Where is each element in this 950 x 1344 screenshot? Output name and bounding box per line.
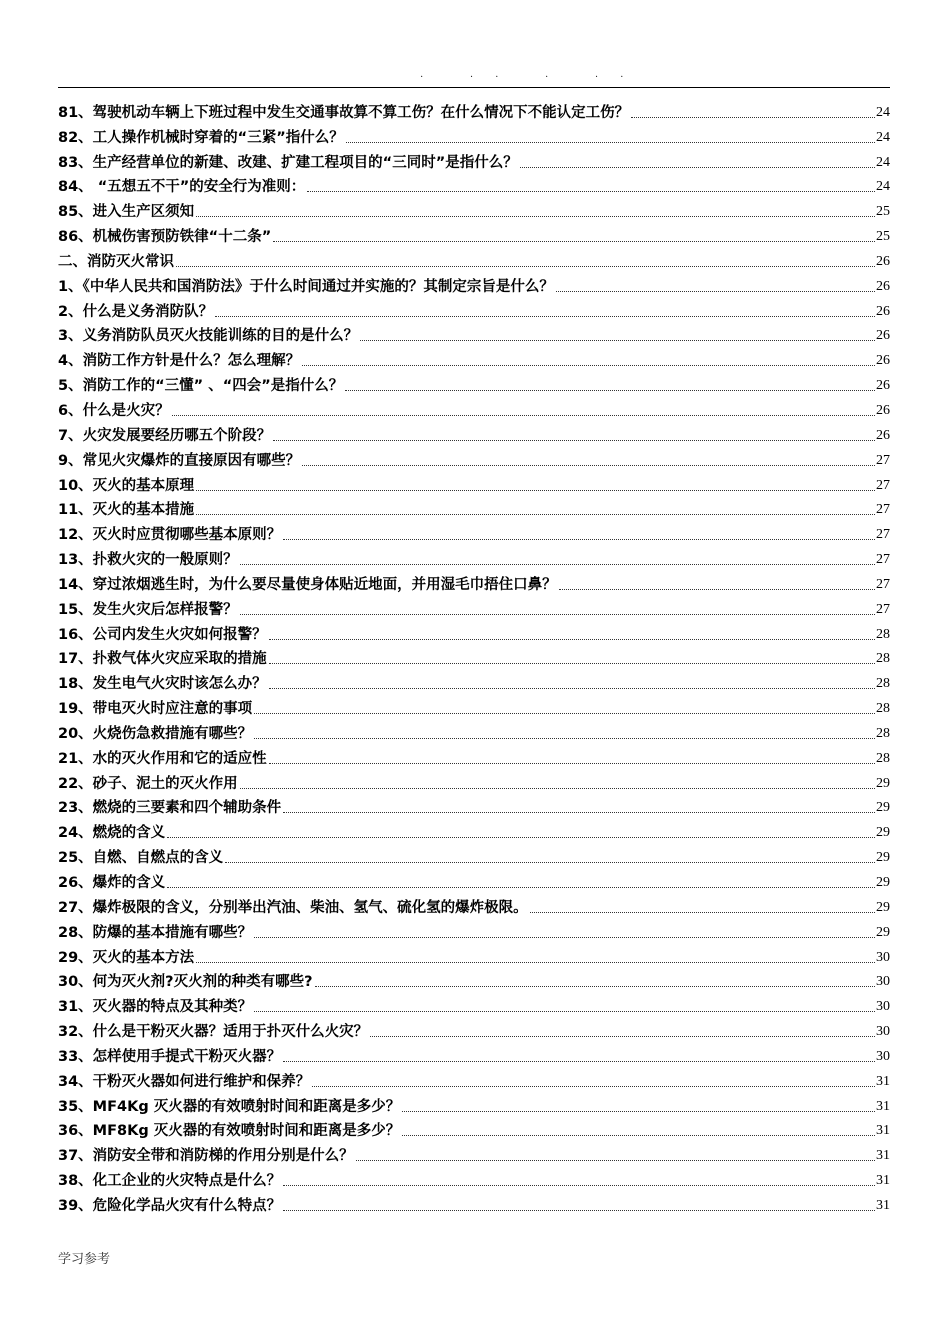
- toc-entry-title: 18、发生电气火灾时该怎么办？: [58, 676, 267, 693]
- toc-entry[interactable]: [58, 1092, 890, 1117]
- toc-entry-title: 6、什么是火灾？: [58, 402, 170, 419]
- toc-dot-leader: [269, 763, 875, 764]
- toc-entry-title: 29、灭火的基本方法: [58, 949, 195, 966]
- toc-page-number: 27: [876, 502, 890, 518]
- toc-entry-title: 84、 “五想五不干”的安全行为准则：: [58, 179, 306, 196]
- toc-dot-leader: [356, 1160, 875, 1161]
- toc-entry-title: 81、驾驶机动车辆上下班过程中发生交通事故算不算工伤？在什么情况下不能认定工伤？: [58, 104, 630, 121]
- toc-dot-leader: [283, 539, 875, 540]
- toc-page-number: 30: [876, 974, 890, 990]
- header-rule: [58, 87, 890, 88]
- toc-dot-leader: [283, 1210, 875, 1211]
- toc-entry[interactable]: [58, 197, 890, 222]
- toc-dot-leader: [345, 390, 875, 391]
- toc-page-number: 31: [876, 1173, 890, 1189]
- toc-page-number: 26: [876, 253, 890, 269]
- toc-entry[interactable]: [58, 620, 890, 645]
- toc-dot-leader: [196, 490, 875, 491]
- toc-entry[interactable]: [58, 496, 890, 521]
- toc-page-number: 30: [876, 999, 890, 1015]
- toc-entry[interactable]: [58, 818, 890, 843]
- toc-entry-title: 85、进入生产区须知: [58, 204, 195, 221]
- toc-entry[interactable]: [58, 1166, 890, 1191]
- toc-entry[interactable]: [58, 1042, 890, 1067]
- toc-dot-leader: [176, 266, 875, 267]
- toc-entry[interactable]: [58, 520, 890, 545]
- toc-entry[interactable]: [58, 1067, 890, 1092]
- toc-entry-title: 12、灭火时应贯彻哪些基本原则？: [58, 527, 282, 544]
- toc-entry-title: 39、危险化学品火灾有什么特点？: [58, 1197, 282, 1214]
- toc-entry[interactable]: [58, 222, 890, 247]
- toc-dot-leader: [402, 1135, 875, 1136]
- toc-page-number: 29: [876, 825, 890, 841]
- toc-entry-title: 1、《中华人民共和国消防法》于什么时间通过并实施的？其制定宗旨是什么？: [58, 278, 554, 295]
- toc-entry-title: 30、何为灭火剂?灭火剂的种类有哪些?: [58, 974, 313, 991]
- toc-entry[interactable]: [58, 595, 890, 620]
- toc-page-number: 30: [876, 1048, 890, 1064]
- toc-dot-leader: [520, 167, 875, 168]
- toc-entry[interactable]: [58, 744, 890, 769]
- toc-entry-title: 5、消防工作的“三懂” 、“四会”是指什么？: [58, 378, 344, 395]
- toc-entry[interactable]: [58, 1141, 890, 1166]
- toc-entry-title: 28、防爆的基本措施有哪些？: [58, 924, 253, 941]
- toc-entry[interactable]: [58, 843, 890, 868]
- toc-entry-title: 37、消防安全带和消防梯的作用分别是什么？: [58, 1148, 354, 1165]
- toc-page-number: 27: [876, 452, 890, 468]
- toc-entry-title: 20、火烧伤急救措施有哪些？: [58, 725, 253, 742]
- toc-page-number: 31: [876, 1123, 890, 1139]
- toc-page-number: 27: [876, 477, 890, 493]
- toc-page-number: 26: [876, 427, 890, 443]
- toc-page-number: 31: [876, 1148, 890, 1164]
- toc-page-number: 26: [876, 378, 890, 394]
- table-of-contents: [58, 98, 890, 1216]
- toc-entry[interactable]: [58, 992, 890, 1017]
- toc-entry[interactable]: [58, 868, 890, 893]
- toc-entry-title: 3、义务消防队员灭火技能训练的目的是什么？: [58, 328, 359, 345]
- toc-page-number: 29: [876, 775, 890, 791]
- toc-dot-leader: [225, 862, 875, 863]
- toc-entry-title: 23、燃烧的三要素和四个辅助条件: [58, 800, 282, 817]
- toc-page-number: 30: [876, 1024, 890, 1040]
- toc-entry-title: 21、水的灭火作用和它的适应性: [58, 750, 267, 767]
- toc-dot-leader: [269, 639, 875, 640]
- toc-page-number: 29: [876, 924, 890, 940]
- toc-page-number: 27: [876, 552, 890, 568]
- toc-page-number: 29: [876, 899, 890, 915]
- toc-entry-title: 9、常见火灾爆炸的直接原因有哪些？: [58, 452, 301, 469]
- toc-dot-leader: [315, 986, 876, 987]
- toc-dot-leader: [312, 1086, 875, 1087]
- toc-page-number: 31: [876, 1073, 890, 1089]
- toc-dot-leader: [283, 812, 875, 813]
- toc-entry-title: 25、自燃、自燃点的含义: [58, 850, 224, 867]
- toc-page-number: 28: [876, 626, 890, 642]
- toc-entry-title: 82、工人操作机械时穿着的“三紧”指什么？: [58, 129, 344, 146]
- toc-page-number: 26: [876, 353, 890, 369]
- toc-page-number: 29: [876, 850, 890, 866]
- toc-dot-leader: [302, 465, 875, 466]
- toc-page-number: 26: [876, 328, 890, 344]
- toc-entry[interactable]: [58, 1191, 890, 1216]
- toc-page-number: 28: [876, 701, 890, 717]
- toc-entry[interactable]: [58, 98, 890, 123]
- toc-dot-leader: [302, 365, 875, 366]
- toc-dot-leader: [307, 191, 875, 192]
- toc-page-number: 28: [876, 725, 890, 741]
- toc-page-number: 27: [876, 601, 890, 617]
- toc-dot-leader: [370, 1036, 875, 1037]
- toc-page-number: 28: [876, 651, 890, 667]
- toc-dot-leader: [240, 564, 875, 565]
- toc-entry-title: 24、燃烧的含义: [58, 825, 166, 842]
- toc-dot-leader: [273, 241, 875, 242]
- toc-page-number: 31: [876, 1098, 890, 1114]
- toc-entry-title: 31、灭火器的特点及其种类？: [58, 999, 253, 1016]
- toc-entry[interactable]: [58, 471, 890, 496]
- toc-page-number: 24: [876, 179, 890, 195]
- toc-dot-leader: [269, 688, 875, 689]
- toc-entry[interactable]: [58, 769, 890, 794]
- toc-page-number: 28: [876, 676, 890, 692]
- toc-entry-title: 34、干粉灭火器如何进行维护和保养？: [58, 1073, 311, 1090]
- toc-entry-title: 83、生产经营单位的新建、改建、扩建工程项目的“三同时”是指什么？: [58, 154, 518, 171]
- toc-dot-leader: [172, 415, 875, 416]
- toc-dot-leader: [402, 1111, 875, 1112]
- toc-entry[interactable]: [58, 694, 890, 719]
- toc-page-number: 26: [876, 278, 890, 294]
- toc-dot-leader: [254, 713, 875, 714]
- toc-page-number: 25: [876, 229, 890, 245]
- footer-text: 学习参考: [58, 1252, 111, 1267]
- toc-page-number: 30: [876, 949, 890, 965]
- toc-entry[interactable]: [58, 893, 890, 918]
- toc-entry-title: 17、扑救气体火灾应采取的措施: [58, 651, 267, 668]
- toc-entry-title: 16、公司内发生火灾如何报警？: [58, 626, 267, 643]
- toc-dot-leader: [167, 837, 875, 838]
- toc-entry-title: 7、火灾发展要经历哪五个阶段？: [58, 427, 272, 444]
- toc-entry-title: 2、什么是义务消防队？: [58, 303, 214, 320]
- toc-entry[interactable]: [58, 719, 890, 744]
- toc-dot-leader: [240, 614, 875, 615]
- toc-dot-leader: [196, 216, 875, 217]
- toc-entry[interactable]: [58, 148, 890, 173]
- toc-entry-title: 11、灭火的基本措施: [58, 502, 195, 519]
- toc-dot-leader: [254, 738, 875, 739]
- toc-dot-leader: [346, 142, 875, 143]
- toc-entry-title: 二、消防灭火常识: [58, 253, 174, 270]
- toc-entry[interactable]: [58, 943, 890, 968]
- toc-page-number: 24: [876, 104, 890, 120]
- toc-dot-leader: [196, 514, 875, 515]
- toc-entry[interactable]: [58, 173, 890, 198]
- toc-dot-leader: [167, 887, 875, 888]
- toc-dot-leader: [556, 291, 875, 292]
- toc-entry-title: 33、怎样使用手提式干粉灭火器？: [58, 1048, 282, 1065]
- toc-entry[interactable]: [58, 272, 890, 297]
- toc-entry[interactable]: [58, 346, 890, 371]
- toc-entry[interactable]: [58, 322, 890, 347]
- toc-page-number: 26: [876, 402, 890, 418]
- toc-dot-leader: [269, 663, 875, 664]
- toc-page-number: 27: [876, 576, 890, 592]
- toc-dot-leader: [559, 589, 875, 590]
- toc-entry[interactable]: [58, 669, 890, 694]
- toc-entry-title: 22、砂子、泥土的灭火作用: [58, 775, 238, 792]
- toc-entry-title: 27、爆炸极限的含义，分别举出汽油、柴油、氢气、硫化氢的爆炸极限。: [58, 899, 528, 916]
- toc-dot-leader: [360, 340, 875, 341]
- toc-entry[interactable]: [58, 794, 890, 819]
- toc-entry[interactable]: [58, 297, 890, 322]
- toc-entry[interactable]: [58, 918, 890, 943]
- toc-entry-title: 14、穿过浓烟逃生时，为什么要尽量使身体贴近地面，并用湿毛巾捂住口鼻？: [58, 576, 557, 593]
- toc-entry[interactable]: [58, 421, 890, 446]
- toc-entry-title: 26、爆炸的含义: [58, 875, 166, 891]
- toc-entry-title: 13、扑救火灾的一般原则？: [58, 552, 238, 569]
- toc-entry-title: 4、消防工作方针是什么？怎么理解？: [58, 353, 301, 370]
- toc-entry-title: 36、MF8Kg 灭火器的有效喷射时间和距离是多少？: [58, 1123, 401, 1140]
- toc-dot-leader: [283, 1061, 875, 1062]
- toc-entry[interactable]: [58, 1017, 890, 1042]
- toc-dot-leader: [631, 117, 875, 118]
- toc-entry-title: 38、化工企业的火灾特点是什么？: [58, 1173, 282, 1190]
- toc-page-number: 26: [876, 303, 890, 319]
- toc-entry-title: 15、发生火灾后怎样报警？: [58, 601, 238, 618]
- toc-entry-title: 86、机械伤害预防铁律“十二条”: [58, 229, 272, 246]
- toc-page-number: 27: [876, 527, 890, 543]
- toc-page-number: 29: [876, 875, 890, 890]
- toc-entry[interactable]: [58, 123, 890, 148]
- toc-entry[interactable]: [58, 968, 890, 993]
- toc-dot-leader: [240, 788, 875, 789]
- toc-entry[interactable]: [58, 396, 890, 421]
- toc-dot-leader: [283, 1185, 875, 1186]
- toc-entry[interactable]: [58, 545, 890, 570]
- header-marks: · ·· · ··: [420, 72, 646, 83]
- toc-dot-leader: [196, 962, 875, 963]
- toc-page-number: 24: [876, 154, 890, 170]
- toc-dot-leader: [254, 937, 875, 938]
- toc-page-number: 24: [876, 129, 890, 145]
- toc-entry[interactable]: [58, 371, 890, 396]
- toc-page-number: 28: [876, 750, 890, 766]
- toc-entry[interactable]: [58, 1117, 890, 1142]
- toc-dot-leader: [530, 912, 875, 913]
- toc-page-number: 31: [876, 1197, 890, 1213]
- toc-entry[interactable]: [58, 645, 890, 670]
- toc-entry[interactable]: [58, 446, 890, 471]
- toc-entry-title: 35、MF4Kg 灭火器的有效喷射时间和距离是多少？: [58, 1098, 401, 1115]
- toc-entry-title: 10、灭火的基本原理: [58, 477, 195, 494]
- toc-entry-title: 19、带电灭火时应注意的事项: [58, 701, 253, 718]
- toc-dot-leader: [254, 1011, 875, 1012]
- toc-entry[interactable]: [58, 570, 890, 595]
- toc-entry-title: 32、什么是干粉灭火器？适用于扑灭什么火灾？: [58, 1024, 369, 1041]
- toc-page-number: 25: [876, 204, 890, 220]
- toc-dot-leader: [215, 316, 875, 317]
- toc-dot-leader: [273, 440, 875, 441]
- toc-entry[interactable]: [58, 247, 890, 272]
- toc-page-number: 29: [876, 800, 890, 816]
